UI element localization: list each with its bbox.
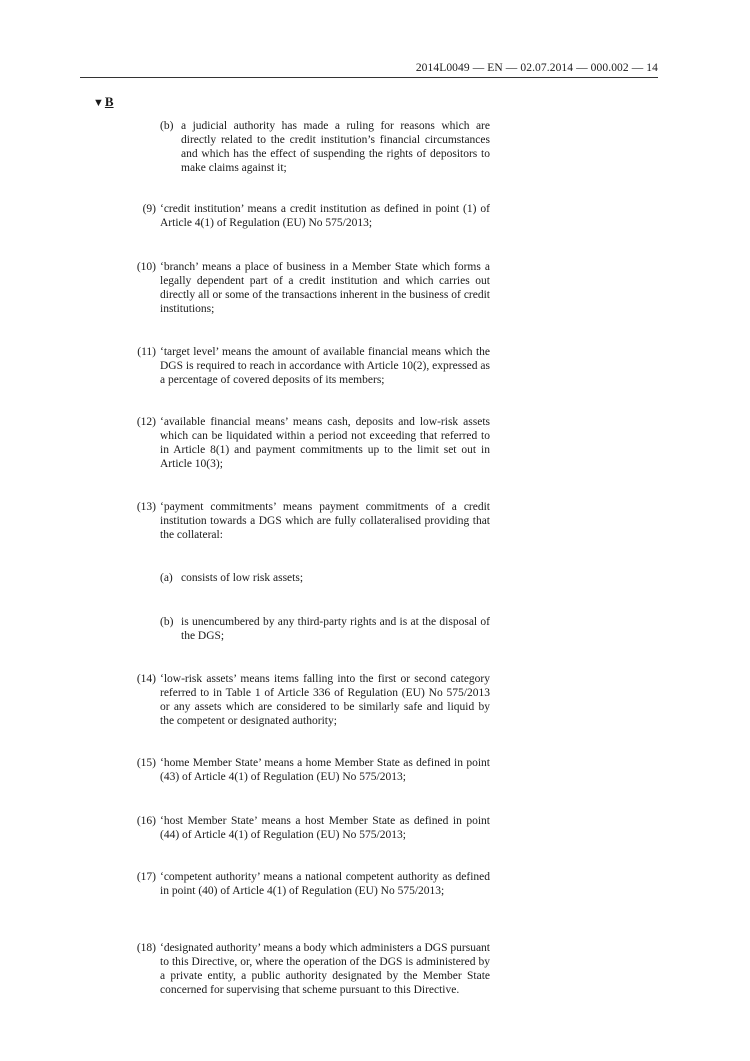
definition-12	[136, 416, 490, 472]
list-item-b	[160, 120, 490, 176]
item-number: (16)	[136, 815, 156, 827]
item-number: (17)	[136, 871, 156, 883]
item-text: a judicial authority has made a ruling for reasons which are directly related to the credit institution’s financial circumstances and which has the effect of suspending the rights of depositors to make claims against it;	[181, 120, 490, 174]
item-number: (10)	[136, 261, 156, 273]
document-reference-header: 2014L0049 — EN — 02.07.2014 — 000.002 — 14	[415, 62, 658, 74]
marker-letter: B	[104, 94, 114, 109]
item-number: (11)	[137, 346, 156, 358]
item-text: is unencumbered by any third-party rights and is at the disposal of the DGS;	[181, 616, 490, 642]
item-text: ‘home Member State’ means a home Member State as defined in point (43) of Article 4(1) of Regulation (EU) No 575/2013;	[160, 757, 490, 783]
item-text: ‘payment commitments’ means payment commitments of a credit institution towards a DGS which are fully collateralised providing that the collateral:	[160, 501, 490, 541]
definition-18	[136, 942, 490, 998]
item-number: (18)	[136, 942, 156, 954]
definition-14	[136, 673, 490, 729]
definition-13	[136, 501, 490, 543]
item-text: ‘credit institution’ means a credit institution as defined in point (1) of Article 4(1) of Regulation (EU) No 575/2013;	[160, 203, 490, 229]
item-number: (14)	[136, 673, 156, 685]
definition-11	[137, 346, 490, 388]
header-divider	[80, 77, 658, 78]
item-number: (b)	[160, 616, 174, 628]
item-text: ‘branch’ means a place of business in a Member State which forms a legally dependent part of a credit institution and which carries out directly all or some of the transactions inherent in the business of credit institutions;	[160, 261, 490, 315]
item-number: (a)	[160, 572, 173, 584]
definition-15	[136, 757, 490, 785]
item-text: ‘designated authority’ means a body which administers a DGS pursuant to this Directive, or, where the operation of the DGS is administered by a private entity, a public authority designated by the Member State concerned for supervising that scheme pursuant to this Directive.	[160, 942, 490, 996]
definition-17	[136, 871, 490, 899]
item-number: (13)	[136, 501, 156, 513]
item-number: (9)	[142, 203, 156, 215]
definition-10	[136, 261, 490, 317]
amendment-marker	[93, 94, 114, 110]
item-text: consists of low risk assets;	[181, 572, 304, 584]
definition-16	[136, 815, 490, 843]
item-text: ‘competent authority’ means a national competent authority as defined in point (40) of Article 4(1) of Regulation (EU) No 575/2013;	[160, 871, 490, 897]
triangle-down-icon: ▼	[93, 97, 104, 109]
item-number: (b)	[160, 120, 174, 132]
item-text: ‘low-risk assets’ means items falling into the first or second category referred to in Table 1 of Article 336 of Regulation (EU) No 575/2013 or any assets which are considered to be similarly safe and liquid by the competent or designated authority;	[160, 673, 490, 727]
item-number: (15)	[136, 757, 156, 769]
item-text: ‘available financial means’ means cash, deposits and low-risk assets which can be liquidated within a period not exceeding that referred to in Article 8(1) and payment commitments up to the limit set out in Article 10(3);	[160, 416, 490, 470]
item-text: ‘target level’ means the amount of available financial means which the DGS is required to reach in accordance with Article 10(2), expressed as a percentage of covered deposits of its members;	[160, 346, 490, 386]
sub-item-13b	[160, 616, 490, 644]
item-text: ‘host Member State’ means a host Member State as defined in point (44) of Article 4(1) of Regulation (EU) No 575/2013;	[160, 815, 490, 841]
item-number: (12)	[136, 416, 156, 428]
definition-9	[142, 203, 490, 231]
sub-item-13a	[160, 572, 490, 586]
